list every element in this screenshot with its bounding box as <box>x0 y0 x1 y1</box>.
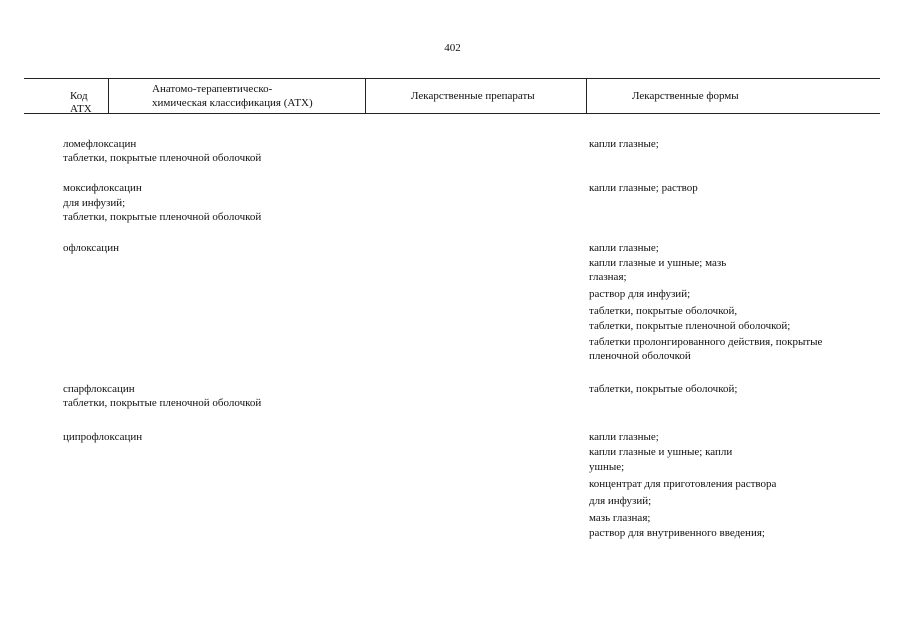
drug-form: таблетки пролонгированного действия, покрытые <box>589 336 823 348</box>
column-divider-2 <box>365 78 366 113</box>
table-top-rule <box>24 78 880 79</box>
table-header-bottom-rule <box>24 113 880 114</box>
header-forms: Лекарственные формы <box>632 90 739 102</box>
drug-form: капли глазные; <box>589 242 659 254</box>
drug-name: ломефлоксацин <box>63 138 137 150</box>
header-drugs: Лекарственные препараты <box>411 90 535 102</box>
header-atc-line1: Анатомо-терапевтическо- <box>152 83 273 95</box>
header-code-line2: АТХ <box>70 103 92 115</box>
column-divider-1 <box>108 78 109 113</box>
page-number: 402 <box>444 42 461 54</box>
drug-name: спарфлоксацин <box>63 383 135 395</box>
drug-form: раствор для инфузий; <box>589 288 691 300</box>
column-divider-3 <box>586 78 587 113</box>
drug-form: ушные; <box>589 461 625 473</box>
drug-form: мазь глазная; <box>589 512 651 524</box>
drug-name: моксифлоксацин <box>63 182 142 194</box>
drug-form: капли глазные; <box>589 431 659 443</box>
drug-form-continuation: таблетки, покрытые пленочной оболочкой <box>63 152 262 164</box>
drug-form: таблетки, покрытые оболочкой, <box>589 305 738 317</box>
drug-form: глазная; <box>589 271 627 283</box>
drug-form: пленочной оболочкой <box>589 350 691 362</box>
drug-form-continuation: таблетки, покрытые пленочной оболочкой <box>63 397 262 409</box>
drug-form: для инфузий; <box>589 495 652 507</box>
drug-name: ципрофлоксацин <box>63 431 143 443</box>
drug-form: капли глазные; <box>589 138 659 150</box>
drug-form: капли глазные и ушные; капли <box>589 446 733 458</box>
header-atc-line2: химическая классификация (АТХ) <box>152 97 313 109</box>
drug-form: таблетки, покрытые оболочкой; <box>589 383 738 395</box>
drug-form: концентрат для приготовления раствора <box>589 478 777 490</box>
drug-form: капли глазные и ушные; мазь <box>589 257 727 269</box>
drug-name: офлоксацин <box>63 242 119 254</box>
header-code-line1: Код <box>70 90 88 102</box>
drug-form: таблетки, покрытые пленочной оболочкой; <box>589 320 791 332</box>
drug-form-continuation: для инфузий; <box>63 197 126 209</box>
drug-form-continuation: таблетки, покрытые пленочной оболочкой <box>63 211 262 223</box>
drug-form: раствор для внутривенного введения; <box>589 527 765 539</box>
drug-form: капли глазные; раствор <box>589 182 698 194</box>
